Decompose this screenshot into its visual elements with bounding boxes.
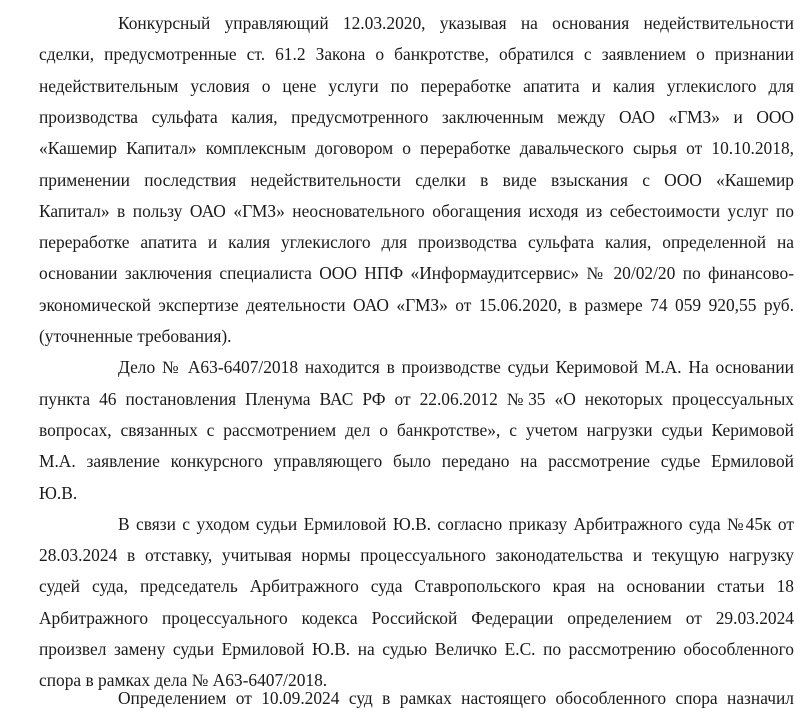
- paragraph-3-line-4: Арбитражного процессуального кодекса Российской Федерации определением от 29.03.2024: [39, 607, 794, 628]
- paragraph-2-line-4: М.А. заявление конкурсного управляющего было передано на рассмотрение судье Ермиловой: [39, 451, 794, 472]
- paragraph-3-line-6: спора в рамках дела № А63-6407/2018.: [39, 670, 328, 691]
- paragraph-1-line-7: Капитал» в пользу ОАО «ГМЗ» неосновательного обогащения исходя из себестоимости услуг по: [39, 200, 794, 221]
- paragraph-3-line-1: В связи с уходом судьи Ермиловой Ю.В. согласно приказу Арбитражного суда №45к от: [118, 513, 794, 534]
- paragraph-1-line-8: переработке апатита и калия углекислого для производства сульфата калия, определенной на: [39, 232, 794, 253]
- paragraph-3-line-5: произвел замену судьи Ермиловой Ю.В. на судью Величко Е.С. по рассмотрению обособленного: [39, 639, 794, 659]
- paragraph-4-line-1: Определением от 10.09.2024 суд в рамках настоящего обособленного спора назначил: [118, 688, 794, 708]
- paragraph-3-line-2: 28.03.2024 в отставку, учитывая нормы процессуального законодательства и текущую нагрузку: [39, 545, 794, 566]
- paragraph-1-line-4: производства сульфата калия, предусмотренного заключенным между ОАО «ГМЗ» и ООО: [39, 106, 794, 127]
- paragraph-1-line-2: сделки, предусмотренные ст. 61.2 Закона о банкротстве, обратился с заявлением о признании: [39, 44, 794, 65]
- paragraph-1-line-5: «Кашемир Капитал» комплексным договором о переработке давальческого сырья от 10.10.2018,: [39, 138, 794, 159]
- paragraph-1-line-3: недействительным условия о цене услуги по переработке апатита и калия углекислого для: [39, 75, 794, 96]
- paragraph-2-line-3: вопросах, связанных с рассмотрением дел о банкротстве», с учетом нагрузки судьи Керимовой: [39, 419, 794, 440]
- paragraph-3-line-3: судей суда, председатель Арбитражного суда Ставропольского края на основании статьи 18: [39, 576, 794, 597]
- paragraph-1-line-9: основании заключения специалиста ООО НПФ «Информаудитсервис» № 20/02/20 по финансово-: [39, 263, 794, 284]
- paragraph-2-line-2: пункта 46 постановления Пленума ВАС РФ от 22.06.2012 №35 «О некоторых процессуальных: [39, 388, 794, 409]
- paragraph-2-line-1: Дело № А63-6407/2018 находится в производстве судьи Керимовой М.А. На основании: [118, 357, 794, 378]
- paragraph-1-line-1: Конкурсный управляющий 12.03.2020, указывая на основания недействительности: [118, 13, 794, 33]
- paragraph-1-line-11: (уточненные требования).: [39, 326, 232, 346]
- paragraph-1-line-10: экономической экспертизе деятельности ОАО «ГМЗ» от 15.06.2020, в размере 74 059 920,55 руб.: [39, 294, 794, 315]
- paragraph-1-line-6: применении последствия недействительности сделки в виде взыскания с ООО «Кашемир: [39, 169, 794, 190]
- paragraph-2-line-5: Ю.В.: [39, 482, 78, 503]
